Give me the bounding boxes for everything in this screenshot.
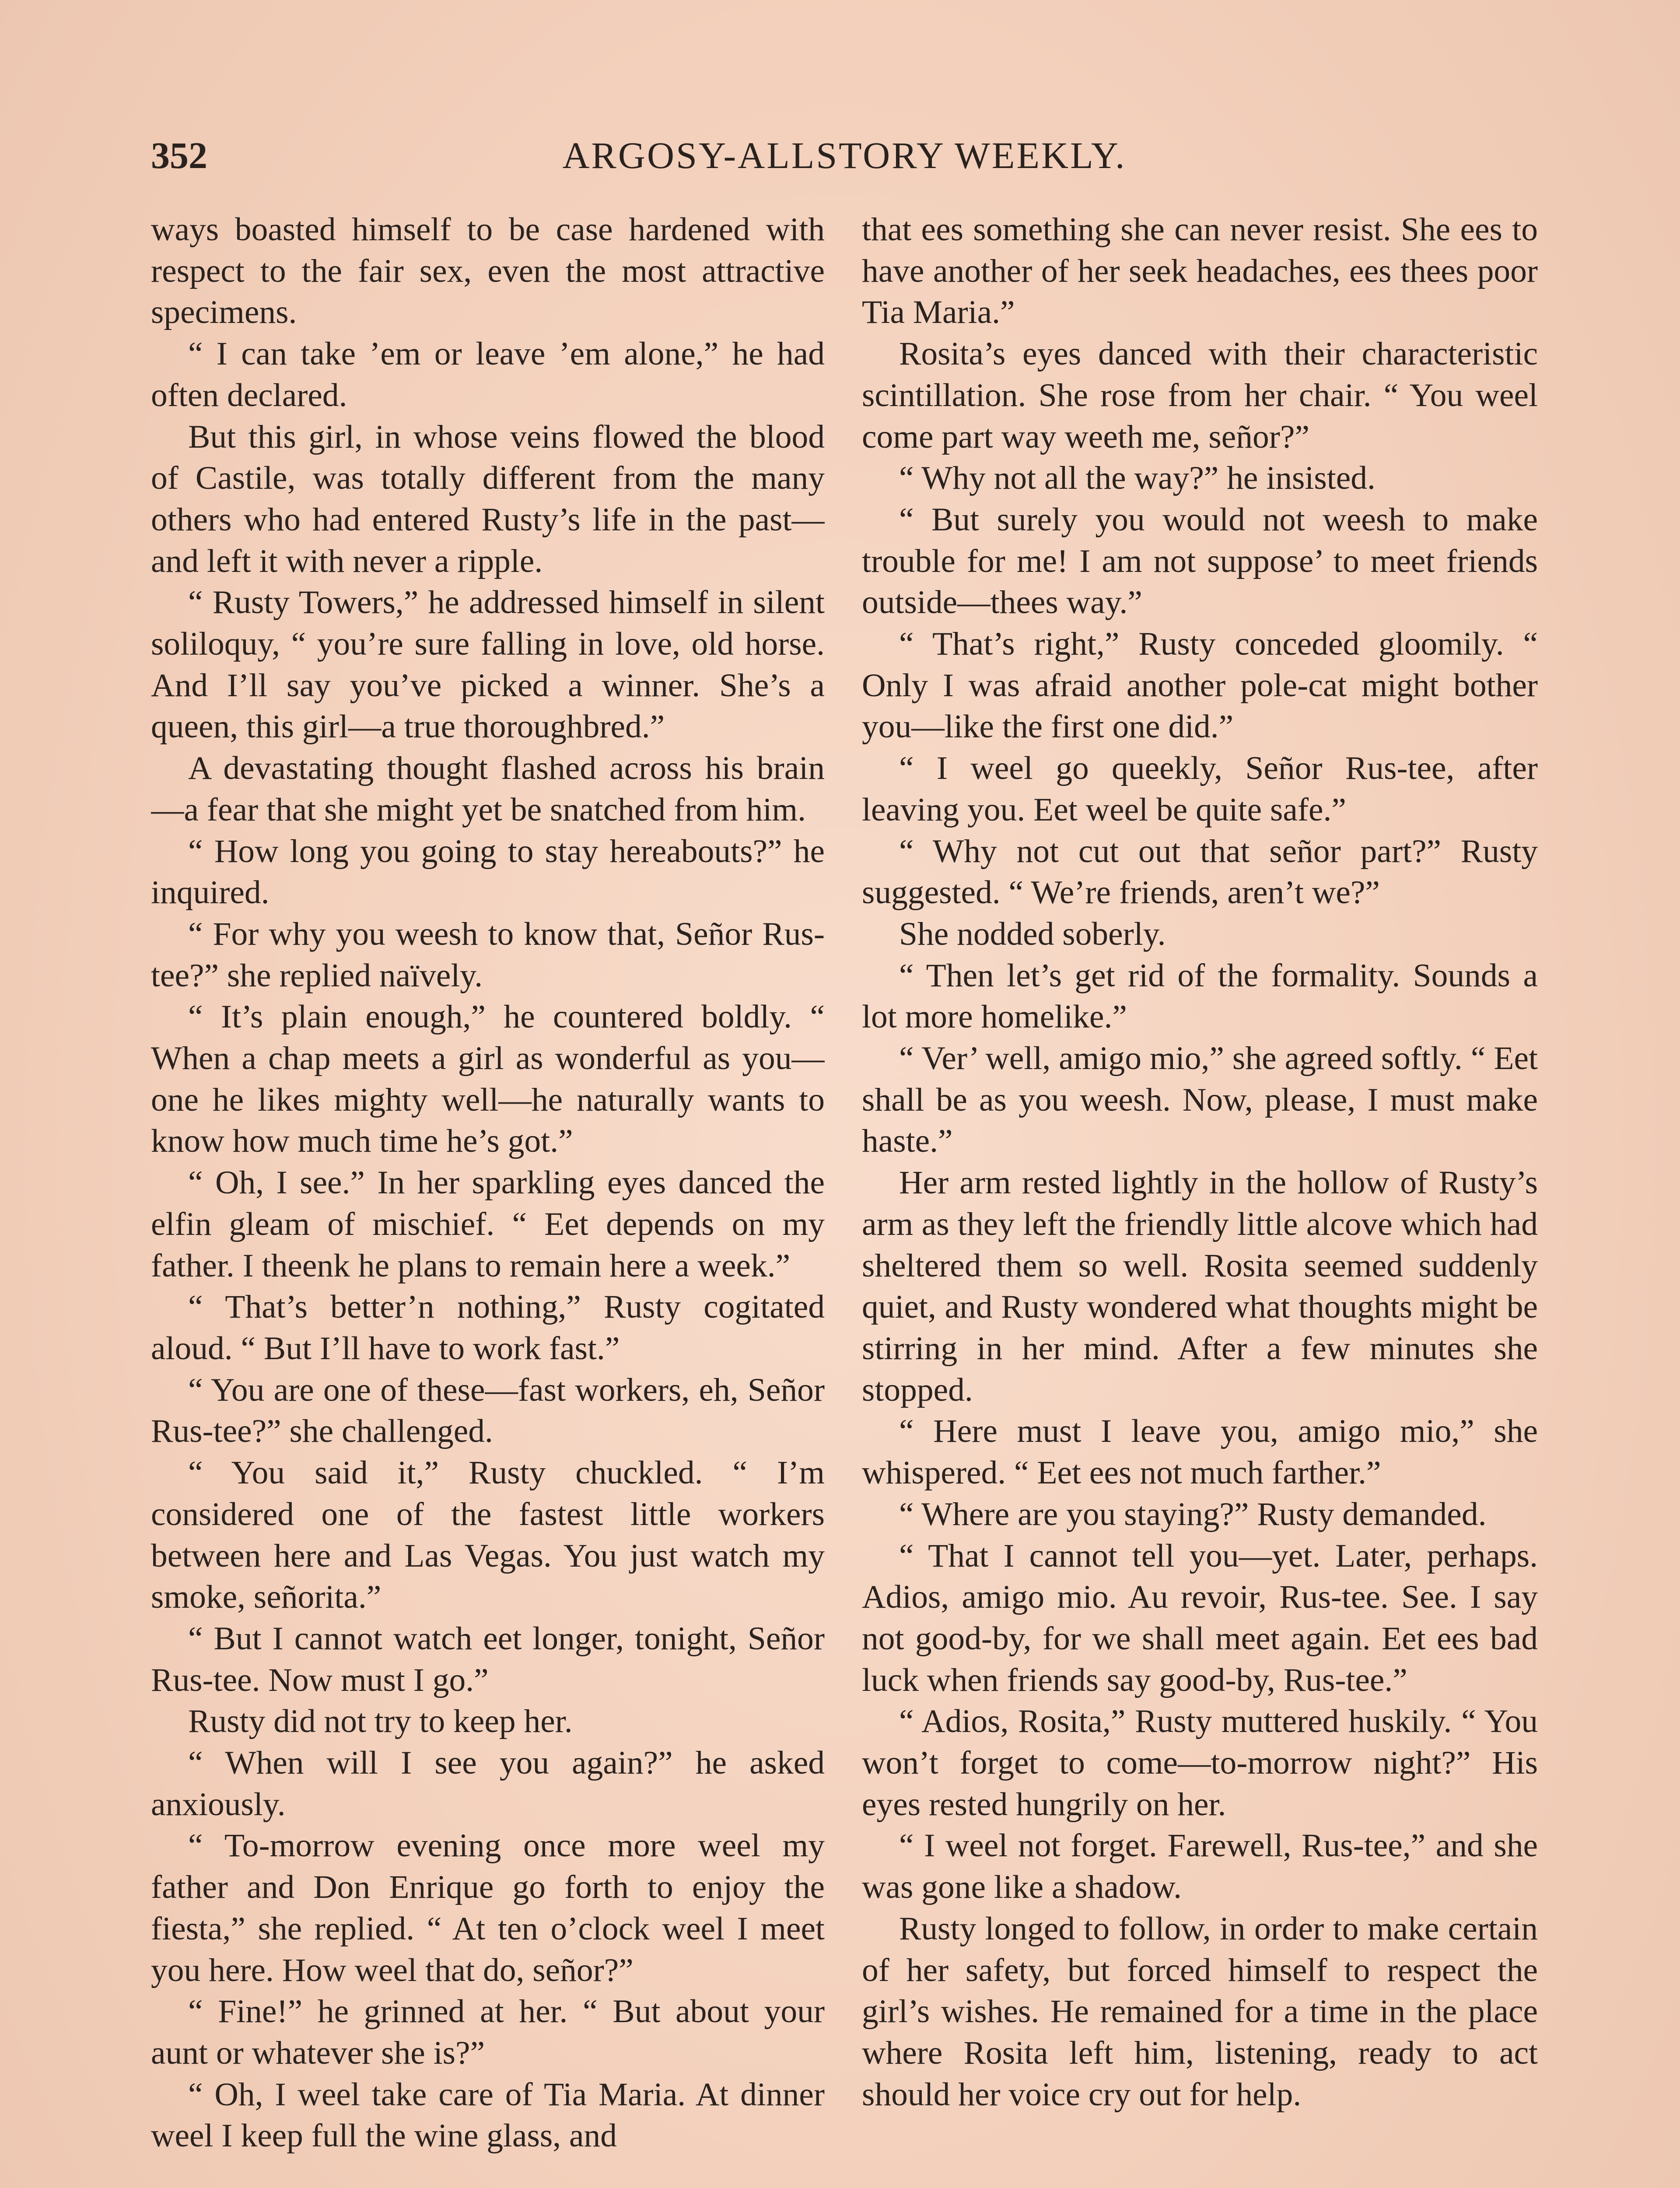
paragraph: “ I weel go queekly, Señor Rus-tee, after leaving you. Eet weel be quite safe.” bbox=[862, 750, 1538, 828]
paragraph: “ Ver’ well, amigo mio,” she agreed softly. “ Eet shall be as you weesh. Now, please, I must make haste.” bbox=[862, 1040, 1538, 1160]
paragraph: “ That’s better’n nothing,” Rusty cogitated aloud. “ But I’ll have to work fast.” bbox=[151, 1289, 825, 1367]
paragraph: “ Why not all the way?” he insisted. bbox=[899, 460, 1376, 497]
paragraph: “ How long you going to stay hereabouts?” he inquired. bbox=[151, 833, 825, 911]
paragraph: “ It’s plain enough,” he countered boldly. “ When a chap meets a girl as wonderful as you—one he likes mighty well—he naturally wants to know how much time he’s got.” bbox=[151, 999, 825, 1160]
paragraph: Her arm rested lightly in the hollow of Rusty’s arm as they left the friendly little alcove which had sheltered them so well. Rosita seemed suddenly quiet, and Rusty wondered what thoughts might be stirring in her mind. After a few minutes she stopped. bbox=[862, 1164, 1538, 1408]
paragraph: “ Then let’s get rid of the formality. Sounds a lot more homelike.” bbox=[862, 957, 1538, 1035]
paragraph: “ Rusty Towers,” he addressed himself in silent soliloquy, “ you’re sure falling in love, old horse. And I’ll say you’ve picked a winner. She’s a queen, this girl—a true thoroughbred.” bbox=[151, 584, 825, 745]
paragraph: “ For why you weesh to know that, Señor Rus-tee?” she replied naïvely. bbox=[151, 915, 825, 994]
paragraph: “ Oh, I weel take care of Tia Maria. At dinner weel I keep full the wine glass, and bbox=[151, 2076, 825, 2154]
paragraph: “ Oh, I see.” In her sparkling eyes danced the elfin gleam of mischief. “ Eet depends on my father. I theenk he plans to remain here a week.” bbox=[151, 1164, 825, 1284]
paragraph: “ To-morrow evening once more weel my father and Don Enrique go forth to enjoy the fiesta,” she replied. “ At ten o’clock weel I meet you here. How weel that do, señor?” bbox=[151, 1827, 825, 1988]
paragraph: “ But surely you would not weesh to make trouble for me! I am not suppose’ to meet friends outside—thees way.” bbox=[862, 501, 1538, 621]
paragraph: ways boasted himself to be case hardened with respect to the fair sex, even the most attractive specimens. bbox=[151, 211, 825, 331]
paragraph: Rosita’s eyes danced with their characteristic scintillation. She rose from her chair. “ You weel come part way weeth me, señor?” bbox=[862, 336, 1538, 455]
paragraph: “ I weel not forget. Farewell, Rus-tee,” and she was gone like a shadow. bbox=[862, 1827, 1538, 1906]
paragraph: “ Fine!” he grinned at her. “ But about your aunt or whatever she is?” bbox=[151, 1993, 825, 2071]
paragraph: “ But I cannot watch eet longer, tonight, Señor Rus-tee. Now must I go.” bbox=[151, 1620, 825, 1698]
paragraph: “ I can take ’em or leave ’em alone,” he had often declared. bbox=[151, 336, 825, 414]
paragraph: She nodded soberly. bbox=[899, 915, 1166, 952]
paragraph: “ Why not cut out that señor part?” Rusty suggested. “ We’re friends, aren’t we?” bbox=[862, 833, 1538, 911]
paragraph: “ That I cannot tell you—yet. Later, perhaps. Adios, amigo mio. Au revoir, Rus-tee. See. I say not good-by, for we shall meet again. Eet ees bad luck when friends say good-by, Rus-tee.” bbox=[862, 1537, 1538, 1698]
text-column-left bbox=[151, 209, 825, 2188]
paragraph: “ You are one of these—fast workers, eh, Señor Rus-tee?” she challenged. bbox=[151, 1371, 825, 1450]
paragraph: “ When will I see you again?” he asked anxiously. bbox=[151, 1745, 825, 1823]
paragraph: “ You said it,” Rusty chuckled. “ I’m considered one of the fastest little workers between here and Las Vegas. You just watch my smoke, señorita.” bbox=[151, 1455, 825, 1616]
page-number: 352 bbox=[151, 134, 207, 176]
paragraph: “ Here must I leave you, amigo mio,” she whispered. “ Eet ees not much farther.” bbox=[862, 1413, 1538, 1491]
paragraph: “ Where are you staying?” Rusty demanded. bbox=[899, 1496, 1487, 1532]
paragraph: Rusty did not try to keep her. bbox=[188, 1703, 573, 1740]
page-header bbox=[151, 127, 1538, 184]
paragraph: Rusty longed to follow, in order to make certain of her safety, but forced himself to respect the girl’s wishes. He remained for a time in the place where Rosita left him, listening, ready to act should her voice cry out for help. bbox=[862, 1910, 1538, 2113]
text-column-right bbox=[862, 209, 1538, 2188]
paragraph: that ees something she can never resist. She ees to have another of her seek headaches, ees thees poor Tia Maria.” bbox=[862, 211, 1538, 331]
running-title: ARGOSY-ALLSTORY WEEKLY. bbox=[562, 134, 1127, 176]
paragraph: “ That’s right,” Rusty conceded gloomily. “ Only I was afraid another pole-cat might bother you—like the first one did.” bbox=[862, 626, 1538, 745]
paragraph: But this girl, in whose veins flowed the blood of Castile, was totally different from the many others who had entered Rusty’s life in the past—and left it with never a ripple. bbox=[151, 418, 825, 579]
paragraph: A devastating thought flashed across his brain—a fear that she might yet be snatched from him. bbox=[151, 750, 825, 828]
paragraph: “ Adios, Rosita,” Rusty muttered huskily. “ You won’t forget to come—to-morrow night?” His eyes rested hungrily on her. bbox=[862, 1703, 1538, 1823]
